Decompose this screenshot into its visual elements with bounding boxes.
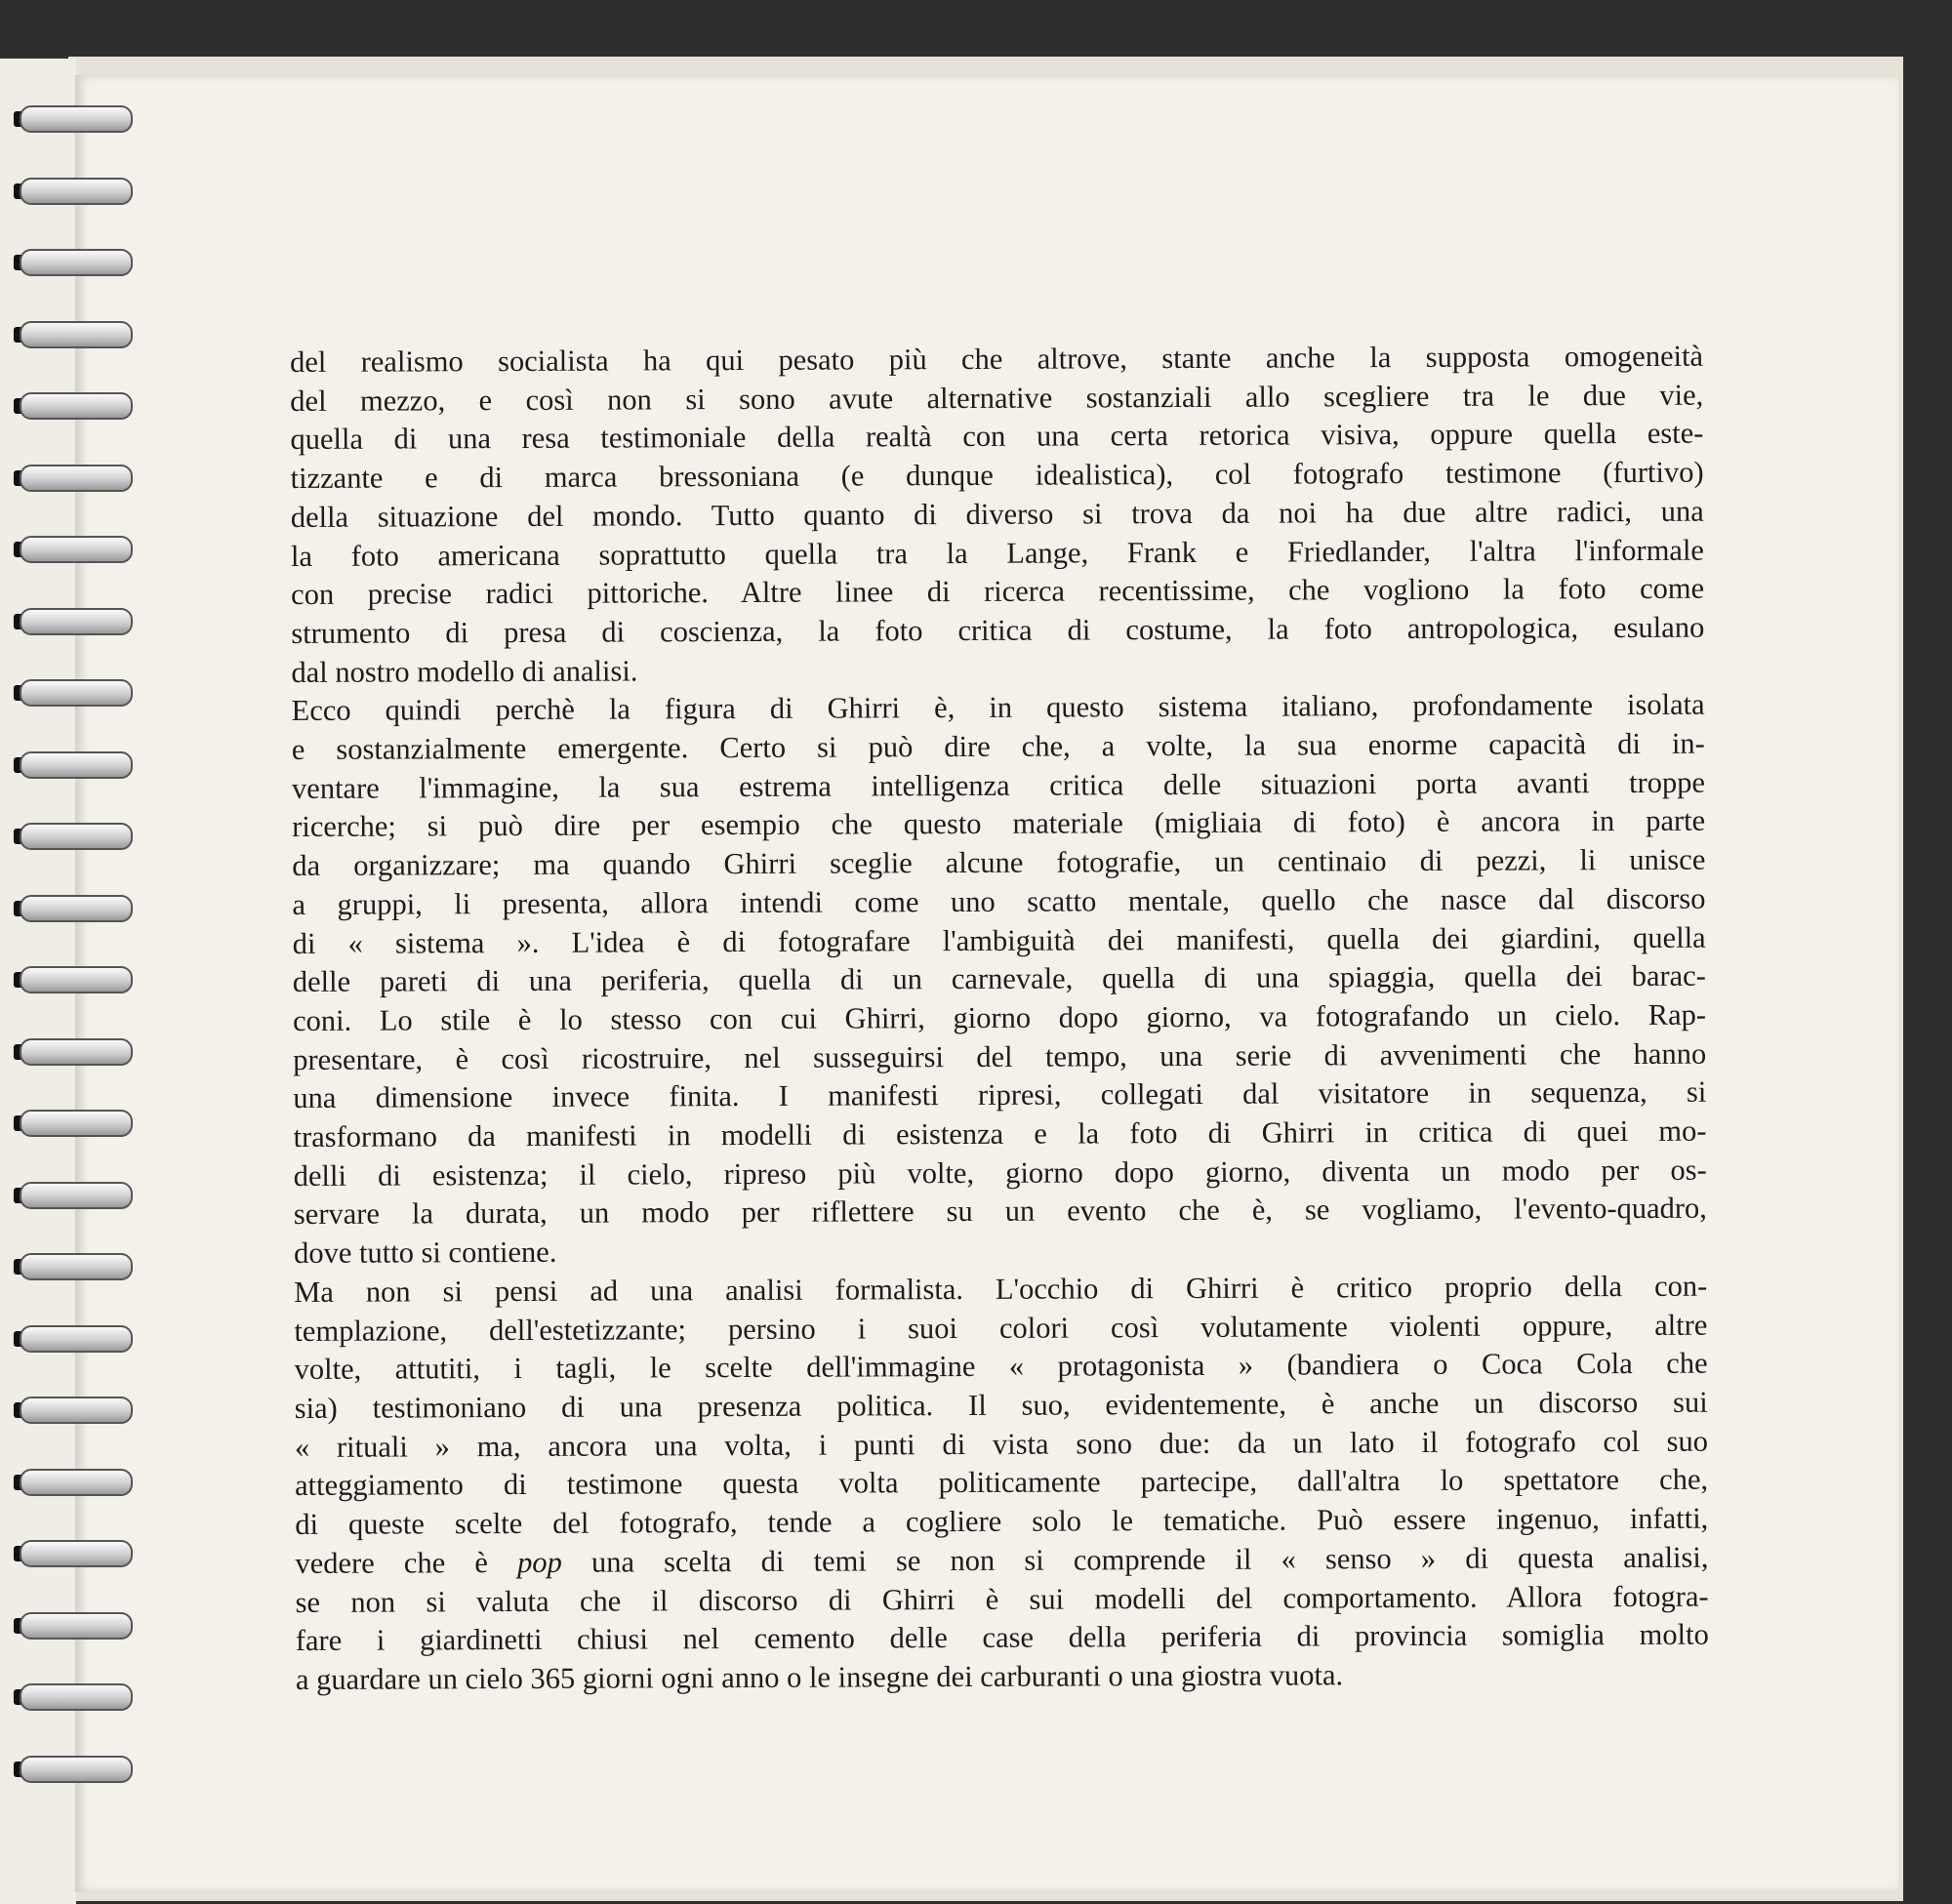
text-line: dove tutto si contiene. (293, 1235, 557, 1271)
text-line: volte, attutiti, i tagli, le scelte dell'immagine « protagonista » (bandiera o Coca Cola che (294, 1346, 1708, 1387)
spiral-coil (20, 1752, 129, 1785)
text-line: templazione, dell'estetizzante; persino i suoi colori così volutamente violenti oppure, altre (294, 1308, 1708, 1348)
spiral-coil (20, 532, 129, 565)
spiral-coil (20, 1680, 129, 1713)
text-line: del mezzo, e così non si sono avute alternative sostanziali allo scegliere tra le due vie, (290, 378, 1704, 418)
text-line: sia) testimoniano di una presenza politica. Il suo, evidentemente, è anche un discorso sui (294, 1385, 1708, 1425)
spiral-coil (20, 1249, 129, 1282)
text-line: la foto americana soprattutto quella tra la Lange, Frank e Friedlander, l'altra l'informale (290, 533, 1705, 573)
spiral-coil (20, 461, 129, 494)
body-text (290, 338, 1709, 1700)
spiral-coil (20, 1178, 129, 1211)
text-line: servare la durata, un modo per riflettere su un evento che è, se vogliamo, l'evento-quadro, (293, 1192, 1707, 1232)
text-line: di queste scelte del fotografo, tende a cogliere solo le tematiche. Può essere ingenuo, infatti, (295, 1501, 1709, 1542)
spiral-coil (20, 1393, 129, 1426)
italic-word: pop (516, 1545, 562, 1579)
spiral-coil (20, 174, 129, 207)
text-line: strumento di presa di coscienza, la foto critica di costume, la foto antropologica, esulano (291, 610, 1705, 650)
spiral-coil (20, 819, 129, 852)
text-segment: vedere che è (295, 1545, 518, 1580)
spiral-coil (20, 1465, 129, 1498)
text-segment: una scelta di temi se non si comprende il « senso » di questa analisi, (561, 1540, 1709, 1579)
spiral-coil (20, 891, 129, 924)
spiral-coil (20, 1608, 129, 1641)
text-line: a guardare un cielo 365 giorni ogni anno o le insegne dei carburanti o una giostra vuota. (295, 1658, 1344, 1696)
spiral-coil (20, 1106, 129, 1139)
spiral-coil (20, 245, 129, 278)
text-line: a gruppi, li presenta, allora intendi come uno scatto mentale, quello che nasce dal discorso (292, 881, 1706, 921)
text-line: e sostanzialmente emergente. Certo si può dire che, a volte, la sua enorme capacità di in- (291, 726, 1705, 767)
text-line: fare i giardinetti chiusi nel cemento delle case della periferia di provincia somiglia molto (295, 1617, 1709, 1658)
text-line: quella di una resa testimoniale della realtà con una certa retorica visiva, oppure quella este- (290, 417, 1704, 457)
spiral-coil (20, 748, 129, 781)
text-line: atteggiamento di testimone questa volta politicamente partecipe, dall'altra lo spettatore che, (295, 1463, 1709, 1503)
text-line: se non si valuta che il discorso di Ghirri è sui modelli del comportamento. Allora fotogra- (295, 1579, 1709, 1619)
text-line: una dimensione invece finita. I manifesti ripresi, collegati dal visitatore in sequenza, si (293, 1075, 1707, 1115)
text-line: ventare l'immagine, la sua estrema intelligenza critica delle situazioni porta avanti troppe (291, 765, 1706, 805)
spiral-coil (20, 1536, 129, 1569)
spiral-coil (20, 388, 129, 422)
text-line: presentare, è così ricostruire, nel susseguirsi del tempo, una serie di avvenimenti che hanno (293, 1036, 1707, 1076)
text-line: trasformano da manifesti in modelli di esistenza e la foto di Ghirri in critica di quei mo- (293, 1114, 1707, 1155)
text-line: Ma non si pensi ad una analisi formalista. L'occhio di Ghirri è critico proprio della con- (294, 1269, 1708, 1309)
text-line: del realismo socialista ha qui pesato più che altrove, stante anche la supposta omogeneità (290, 339, 1704, 379)
text-line: Ecco quindi perchè la figura di Ghirri è, in questo sistema italiano, profondamente isolata (291, 688, 1705, 728)
text-line: ricerche; si può dire per esempio che questo materiale (migliaia di foto) è ancora in parte (292, 804, 1706, 844)
text-line (295, 1538, 1708, 1583)
spiral-coil (20, 604, 129, 637)
text-line: « rituali » ma, ancora una volta, i punti di vista sono due: da un lato il fotografo col suo (294, 1424, 1708, 1464)
spiral-coil (20, 1321, 129, 1355)
spiral-coil (20, 1034, 129, 1068)
text-line: da organizzare; ma quando Ghirri sceglie alcune fotografie, un centinaio di pezzi, li unisce (292, 842, 1706, 883)
text-line: con precise radici pittoriche. Altre linee di ricerca recentissime, che vogliono la foto come (291, 571, 1705, 612)
text-line: delle pareti di una periferia, quella di un carnevale, quella di una spiaggia, quella dei barac- (292, 958, 1706, 999)
text-line: delli di esistenza; il cielo, ripreso più volte, giorno dopo giorno, diventa un modo per os- (293, 1153, 1707, 1193)
spiral-coil (20, 317, 129, 350)
text-line: della situazione del mondo. Tutto quanto di diverso si trova da noi ha due altre radici, una (290, 494, 1704, 534)
text-line: tizzante e di marca bressoniana (e dunque idealistica), col fotografo testimone (furtivo) (290, 455, 1704, 496)
text-line: di « sistema ». L'idea è di fotografare l'ambiguità dei manifesti, quella dei giardini, quella (292, 920, 1706, 960)
spiral-coil (20, 675, 129, 709)
text-line: coni. Lo stile è lo stesso con cui Ghirri, giorno dopo giorno, va fotografando un cielo. Rap- (292, 997, 1707, 1037)
spiral-coil (20, 101, 129, 135)
spiral-coil (20, 962, 129, 995)
text-line: dal nostro modello di analisi. (291, 654, 638, 689)
